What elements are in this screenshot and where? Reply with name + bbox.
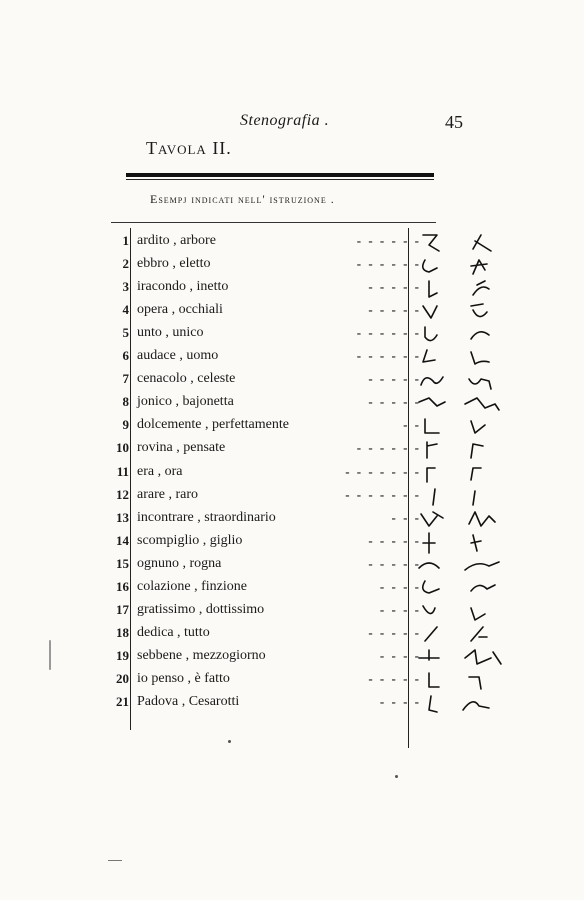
shorthand-signs	[415, 577, 525, 599]
table-row	[105, 325, 435, 347]
leader-dashes: - - - - - -	[356, 440, 421, 455]
shorthand-signs	[415, 531, 525, 553]
shorthand-glyph-pair	[415, 692, 525, 716]
table-heading: Esempj indicati nell' istruzione .	[150, 192, 335, 206]
table-row	[105, 394, 435, 416]
leader-dashes: - -	[403, 417, 421, 432]
shorthand-glyph-pair	[415, 646, 525, 670]
example-words: dolcemente , perfettamente	[137, 417, 289, 432]
shorthand-signs	[415, 392, 525, 414]
example-words: ebbro , eletto	[137, 256, 211, 271]
example-words: rovina , pensate	[137, 440, 226, 455]
table-row	[105, 464, 435, 486]
example-words: io penso , è fatto	[137, 671, 230, 686]
leader-dashes: - - - - - -	[356, 348, 421, 363]
shorthand-signs	[415, 508, 525, 530]
shorthand-signs	[415, 300, 525, 322]
running-head: Stenografia .	[240, 112, 330, 129]
shorthand-signs	[415, 669, 525, 691]
example-words: ognuno , rogna	[137, 556, 222, 571]
leader-dashes: - - - - - -	[356, 233, 421, 248]
example-words: era , ora	[137, 464, 183, 479]
leader-dashes: - - - - - -	[356, 325, 421, 340]
table-row	[105, 279, 435, 301]
example-words: cenacolo , celeste	[137, 371, 236, 386]
shorthand-glyph-pair	[415, 438, 525, 462]
example-number: 13	[116, 510, 129, 525]
example-number: 8	[122, 394, 129, 409]
example-number: 21	[116, 694, 129, 709]
ink-speck	[228, 740, 231, 743]
leader-dashes: - - - - -	[368, 533, 421, 548]
shorthand-glyph-pair	[415, 369, 525, 393]
example-words: audace , uomo	[137, 348, 219, 363]
example-words: opera , occhiali	[137, 302, 223, 317]
table-row	[105, 348, 435, 370]
page-number: 45	[445, 112, 463, 132]
table-row	[105, 487, 435, 509]
example-words: incontrare , straordinario	[137, 510, 276, 525]
leader-dashes: - - - - -	[368, 394, 421, 409]
leader-dashes: - - - -	[379, 579, 421, 594]
shorthand-glyph-pair	[415, 669, 525, 693]
leader-dashes: - - - -	[379, 648, 421, 663]
example-number: 15	[116, 556, 129, 571]
shorthand-signs	[415, 415, 525, 437]
table-row	[105, 648, 435, 670]
shorthand-glyph-pair	[415, 577, 525, 601]
shorthand-glyph-pair	[415, 231, 525, 255]
shorthand-signs	[415, 600, 525, 622]
shorthand-glyph-pair	[415, 277, 525, 301]
example-words: colazione , finzione	[137, 579, 248, 594]
example-number: 20	[116, 671, 129, 686]
leader-dashes: - - - - -	[368, 671, 421, 686]
table-row	[105, 371, 435, 393]
table-row	[105, 302, 435, 324]
shorthand-glyph-pair	[415, 623, 525, 647]
example-number: 11	[116, 464, 129, 479]
plate-title: Tavola II.	[146, 138, 232, 158]
table-row	[105, 510, 435, 532]
example-number: 3	[122, 279, 129, 294]
paper-mark	[49, 640, 51, 670]
table-row	[105, 602, 435, 624]
table-row	[105, 671, 435, 693]
shorthand-signs	[415, 462, 525, 484]
leader-dashes: - - - - - -	[356, 256, 421, 271]
shorthand-signs	[415, 646, 525, 668]
header-rule-thick	[126, 173, 434, 177]
example-number: 16	[116, 579, 129, 594]
example-words: arare , raro	[137, 487, 199, 502]
table-row	[105, 440, 435, 462]
example-number: 1	[122, 233, 129, 248]
shorthand-signs	[415, 346, 525, 368]
shorthand-glyph-pair	[415, 346, 525, 370]
shorthand-glyph-pair	[415, 415, 525, 439]
leader-dashes: - - - - -	[368, 556, 421, 571]
shorthand-signs	[415, 438, 525, 460]
table-row	[105, 533, 435, 555]
leader-dashes: - - -	[391, 510, 421, 525]
shorthand-signs	[415, 277, 525, 299]
shorthand-signs	[415, 254, 525, 276]
shorthand-glyph-pair	[415, 600, 525, 624]
example-words: sebbene , mezzogiorno	[137, 648, 266, 663]
example-words: jonico , bajonetta	[137, 394, 234, 409]
example-number: 6	[122, 348, 129, 363]
shorthand-glyph-pair	[415, 300, 525, 324]
example-words: scompiglio , giglio	[137, 533, 243, 548]
example-words: Padova , Cesarotti	[137, 694, 240, 709]
example-number: 12	[116, 487, 129, 502]
shorthand-glyph-pair	[415, 254, 525, 278]
shorthand-signs	[415, 692, 525, 714]
shorthand-glyph-pair	[415, 392, 525, 416]
shorthand-glyph-pair	[415, 508, 525, 532]
shorthand-glyph-pair	[415, 323, 525, 347]
leader-dashes: - - - - - - -	[345, 464, 421, 479]
example-words: iracondo , inetto	[137, 279, 229, 294]
shorthand-signs	[415, 231, 525, 253]
example-number: 10	[116, 440, 129, 455]
example-words: ardito , arbore	[137, 233, 216, 248]
table-row	[105, 625, 435, 647]
shorthand-signs	[415, 623, 525, 645]
shorthand-signs	[415, 554, 525, 576]
example-words: gratissimo , dottissimo	[137, 602, 265, 617]
table-row	[105, 579, 435, 601]
example-number: 5	[122, 325, 129, 340]
example-words: dedica , tutto	[137, 625, 210, 640]
shorthand-signs	[415, 485, 525, 507]
table-row	[105, 417, 435, 439]
shorthand-glyph-pair	[415, 462, 525, 486]
header-rule-thin	[126, 179, 434, 180]
example-number: 19	[116, 648, 129, 663]
example-number: 9	[122, 417, 129, 432]
leader-dashes: - - - - - - -	[345, 487, 421, 502]
leader-dashes: - - - - -	[368, 279, 421, 294]
table-row	[105, 233, 435, 255]
leader-dashes: - - - - -	[368, 302, 421, 317]
heading-rule	[111, 222, 436, 223]
leader-dashes: - - - -	[379, 602, 421, 617]
leader-dashes: - - - - -	[368, 625, 421, 640]
example-words: unto , unico	[137, 325, 204, 340]
ink-speck	[395, 775, 398, 778]
leader-dashes: - - - - -	[368, 371, 421, 386]
paper-mark	[108, 860, 122, 861]
table-row	[105, 556, 435, 578]
example-number: 4	[122, 302, 129, 317]
shorthand-signs	[415, 323, 525, 345]
shorthand-glyph-pair	[415, 531, 525, 555]
table-row	[105, 256, 435, 278]
shorthand-glyph-pair	[415, 485, 525, 509]
shorthand-glyph-pair	[415, 554, 525, 578]
example-number: 18	[116, 625, 129, 640]
example-number: 14	[116, 533, 129, 548]
table-row	[105, 694, 435, 716]
shorthand-signs	[415, 369, 525, 391]
example-number: 2	[122, 256, 129, 271]
leader-dashes: - - - -	[379, 694, 421, 709]
example-number: 7	[122, 371, 129, 386]
example-number: 17	[116, 602, 129, 617]
